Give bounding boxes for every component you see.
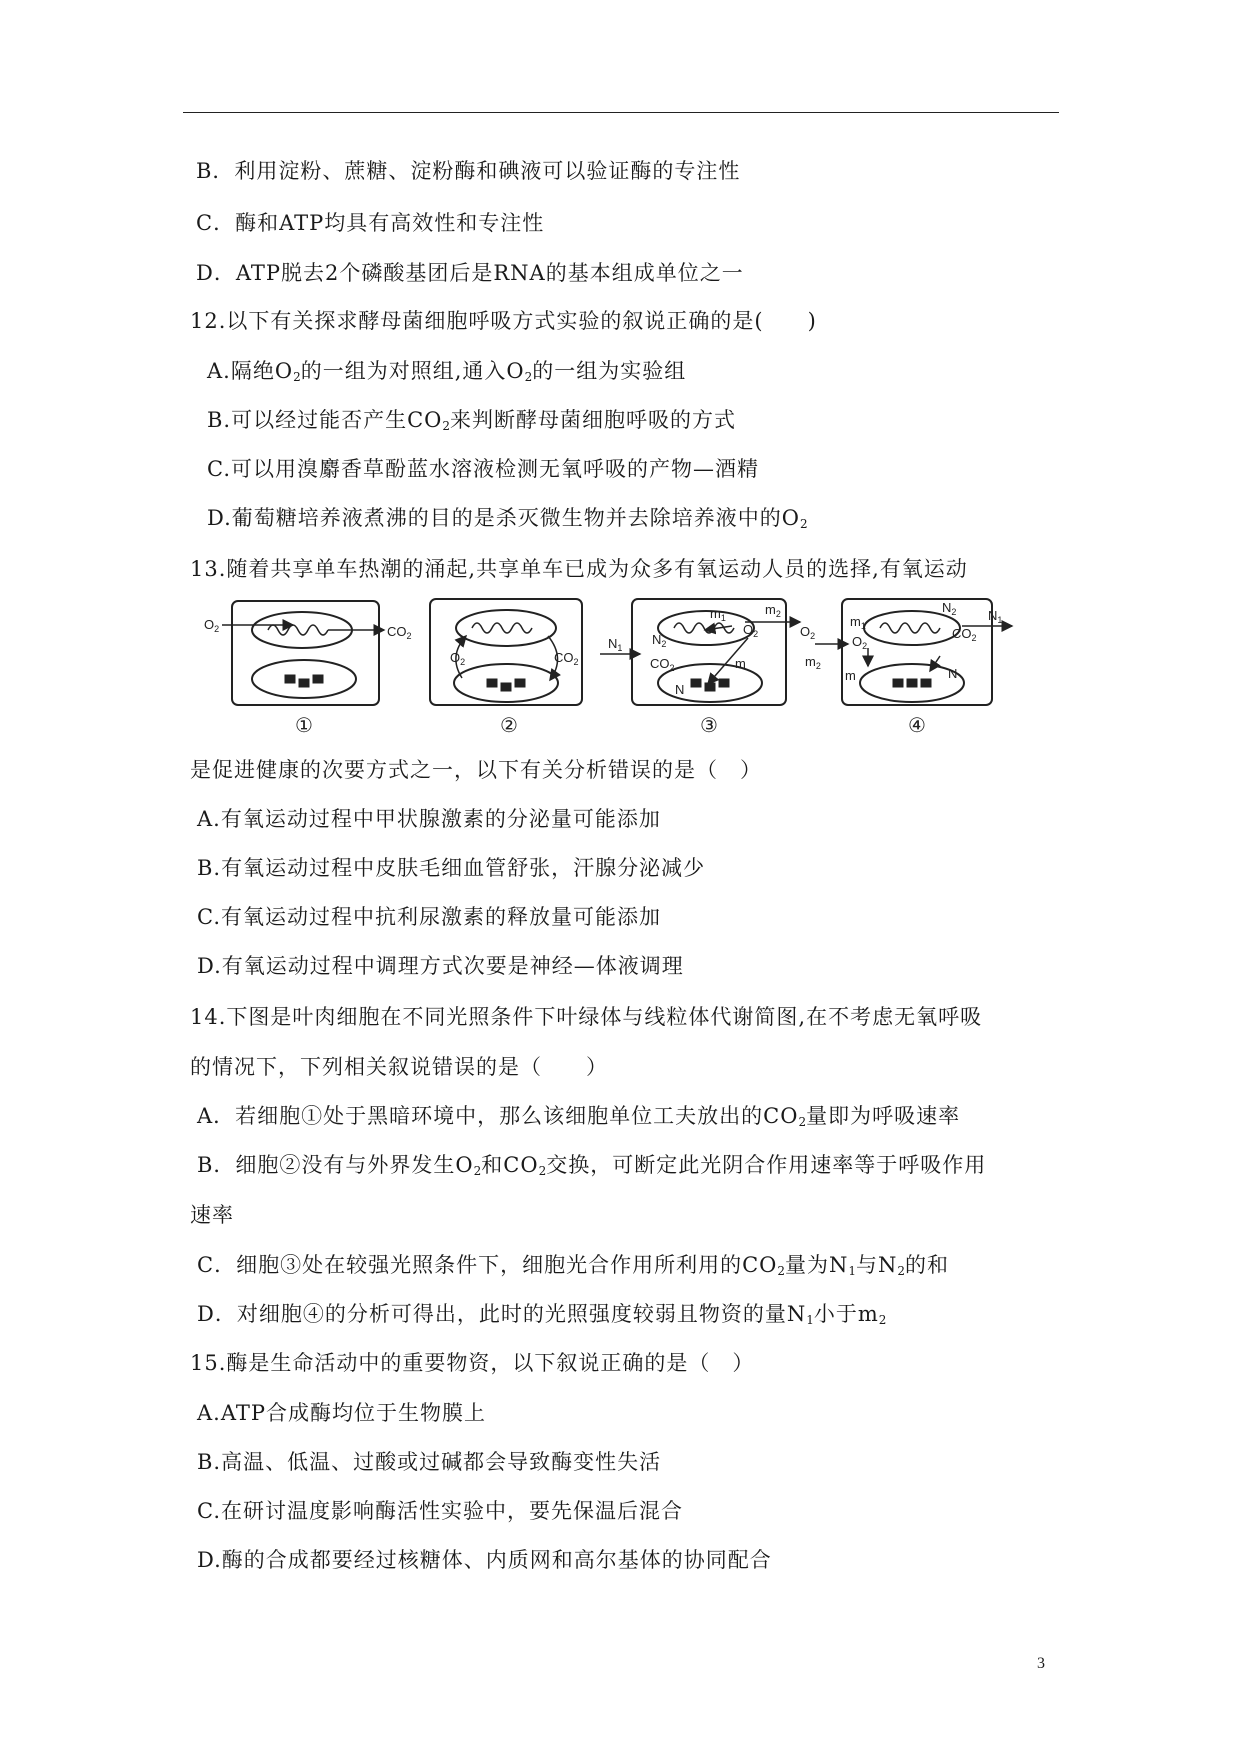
q14-option-b: B．细胞②没有与外界发生$O_2$和$CO_2$交换，可断定此光阴合作用速率等于呼吸作用 bbox=[197, 1153, 987, 1178]
svg-text:m1: $m_1$ bbox=[850, 614, 866, 631]
q13-option-a: A.有氧运动过程中甲状腺激素的分泌量可能添加 bbox=[197, 807, 661, 831]
svg-text:m2: $m_2$ bbox=[805, 654, 821, 671]
question-14-cont: 的情况下，下列相关叙说错误的是（ ） bbox=[190, 1055, 608, 1079]
svg-text:N2: $N_2$ bbox=[652, 632, 667, 649]
q14-option-d: D．对细胞④的分析可得出，此时的光照强度较弱且物资的量$N_1$小于$m_2$ bbox=[197, 1302, 887, 1327]
panel-label-2: ② bbox=[500, 715, 518, 737]
svg-text:CO2: $CO_2$ bbox=[387, 624, 412, 641]
svg-text:CO2: $CO_2$ bbox=[650, 656, 675, 673]
panel-label-3: ③ bbox=[700, 715, 718, 737]
line-11b: B．利用淀粉、蔗糖、淀粉酶和碘液可以验证酶的专注性 bbox=[196, 159, 741, 183]
q15-option-d: D.酶的合成都要经过核糖体、内质网和高尔基体的协同配合 bbox=[197, 1548, 772, 1572]
svg-text:m1: $m_1$ bbox=[710, 606, 726, 623]
page-number: 3 bbox=[1037, 1655, 1045, 1672]
q13-option-b: B.有氧运动过程中皮肤毛细血管舒张，汗腺分泌减少 bbox=[197, 856, 706, 880]
svg-text:O2: $O_2$ bbox=[852, 634, 868, 651]
panel-1 bbox=[204, 601, 412, 737]
svg-text:CO2: $CO_2$ bbox=[554, 650, 579, 667]
q13-option-d: D.有氧运动过程中调理方式次要是神经—体液调理 bbox=[197, 954, 684, 978]
svg-text:O2: $O_2$ bbox=[800, 624, 816, 641]
question-13: 13.随着共享单车热潮的涌起,共享单车已成为众多有氧运动人员的选择,有氧运动 bbox=[190, 557, 968, 581]
svg-text:O2: $O_2$ bbox=[450, 650, 466, 667]
q12-option-c: C.可以用溴麝香草酚蓝水溶液检测无氧呼吸的产物—酒精 bbox=[207, 457, 759, 481]
q12-option-a: A.隔绝$O_2$的一组为对照组,通入$O_2$的一组为实验组 bbox=[207, 359, 687, 384]
q14-option-b-cont: 速率 bbox=[190, 1203, 234, 1227]
panel-2 bbox=[430, 599, 582, 737]
svg-text:N: N bbox=[948, 666, 958, 681]
question-15: 15.酶是生命活动中的重要物资，以下叙说正确的是（ ） bbox=[190, 1351, 755, 1375]
q12-option-d: D.葡萄糖培养液煮沸的目的是杀灭微生物并去除培养液中的$O_2$ bbox=[207, 506, 808, 531]
line-11d: D．ATP脱去2个磷酸基团后是RNA的基本组成单位之一 bbox=[196, 261, 744, 285]
panel-label-1: ① bbox=[295, 715, 313, 737]
svg-text:N2: $N_2$ bbox=[942, 600, 957, 617]
mitochondria-chloroplast-diagram bbox=[200, 596, 1060, 741]
svg-text:N1: $N_1$ bbox=[988, 608, 1003, 625]
svg-text:CO2: $CO_2$ bbox=[952, 626, 977, 643]
question-14: 14.下图是叶肉细胞在不同光照条件下叶绿体与线粒体代谢简图,在不考虑无氧呼吸 bbox=[190, 1005, 983, 1029]
q15-option-c: C.在研讨温度影响酶活性实验中，要先保温后混合 bbox=[197, 1499, 683, 1523]
panel-4 bbox=[800, 599, 1012, 737]
svg-text:N1: $N_1$ bbox=[608, 636, 623, 653]
q15-option-a: A.ATP合成酶均位于生物膜上 bbox=[197, 1401, 486, 1425]
svg-text:m: m bbox=[845, 668, 856, 683]
q14-option-c: C．细胞③处在较强光照条件下，细胞光合作用所利用的$CO_2$量为$N_1$与$N_2$的和 bbox=[197, 1253, 950, 1278]
svg-text:O2: $O_2$ bbox=[743, 622, 759, 639]
header-rule bbox=[183, 112, 1059, 113]
question-12: 12.以下有关探求酵母菌细胞呼吸方式实验的叙说正确的是( ) bbox=[190, 309, 817, 333]
q12-option-b: B.可以经过能否产生$CO_2$来判断酵母菌细胞呼吸的方式 bbox=[207, 408, 737, 433]
q14-option-a: A．若细胞①处于黑暗环境中，那么该细胞单位工夫放出的$CO_2$量即为呼吸速率 bbox=[197, 1104, 961, 1129]
panel-3 bbox=[600, 599, 800, 737]
q13-option-c: C.有氧运动过程中抗利尿激素的释放量可能添加 bbox=[197, 905, 661, 929]
svg-text:O2: $O_2$ bbox=[204, 617, 220, 634]
svg-text:N: N bbox=[675, 682, 685, 697]
panel-label-4: ④ bbox=[908, 715, 926, 737]
question-13-cont: 是促进健康的次要方式之一，以下有关分析错误的是（ ） bbox=[190, 758, 762, 782]
line-11c: C．酶和ATP均具有高效性和专注性 bbox=[196, 211, 545, 235]
svg-text:m: m bbox=[735, 656, 746, 671]
q15-option-b: B.高温、低温、过酸或过碱都会导致酶变性失活 bbox=[197, 1450, 662, 1474]
svg-text:m2: $m_2$ bbox=[765, 602, 781, 619]
